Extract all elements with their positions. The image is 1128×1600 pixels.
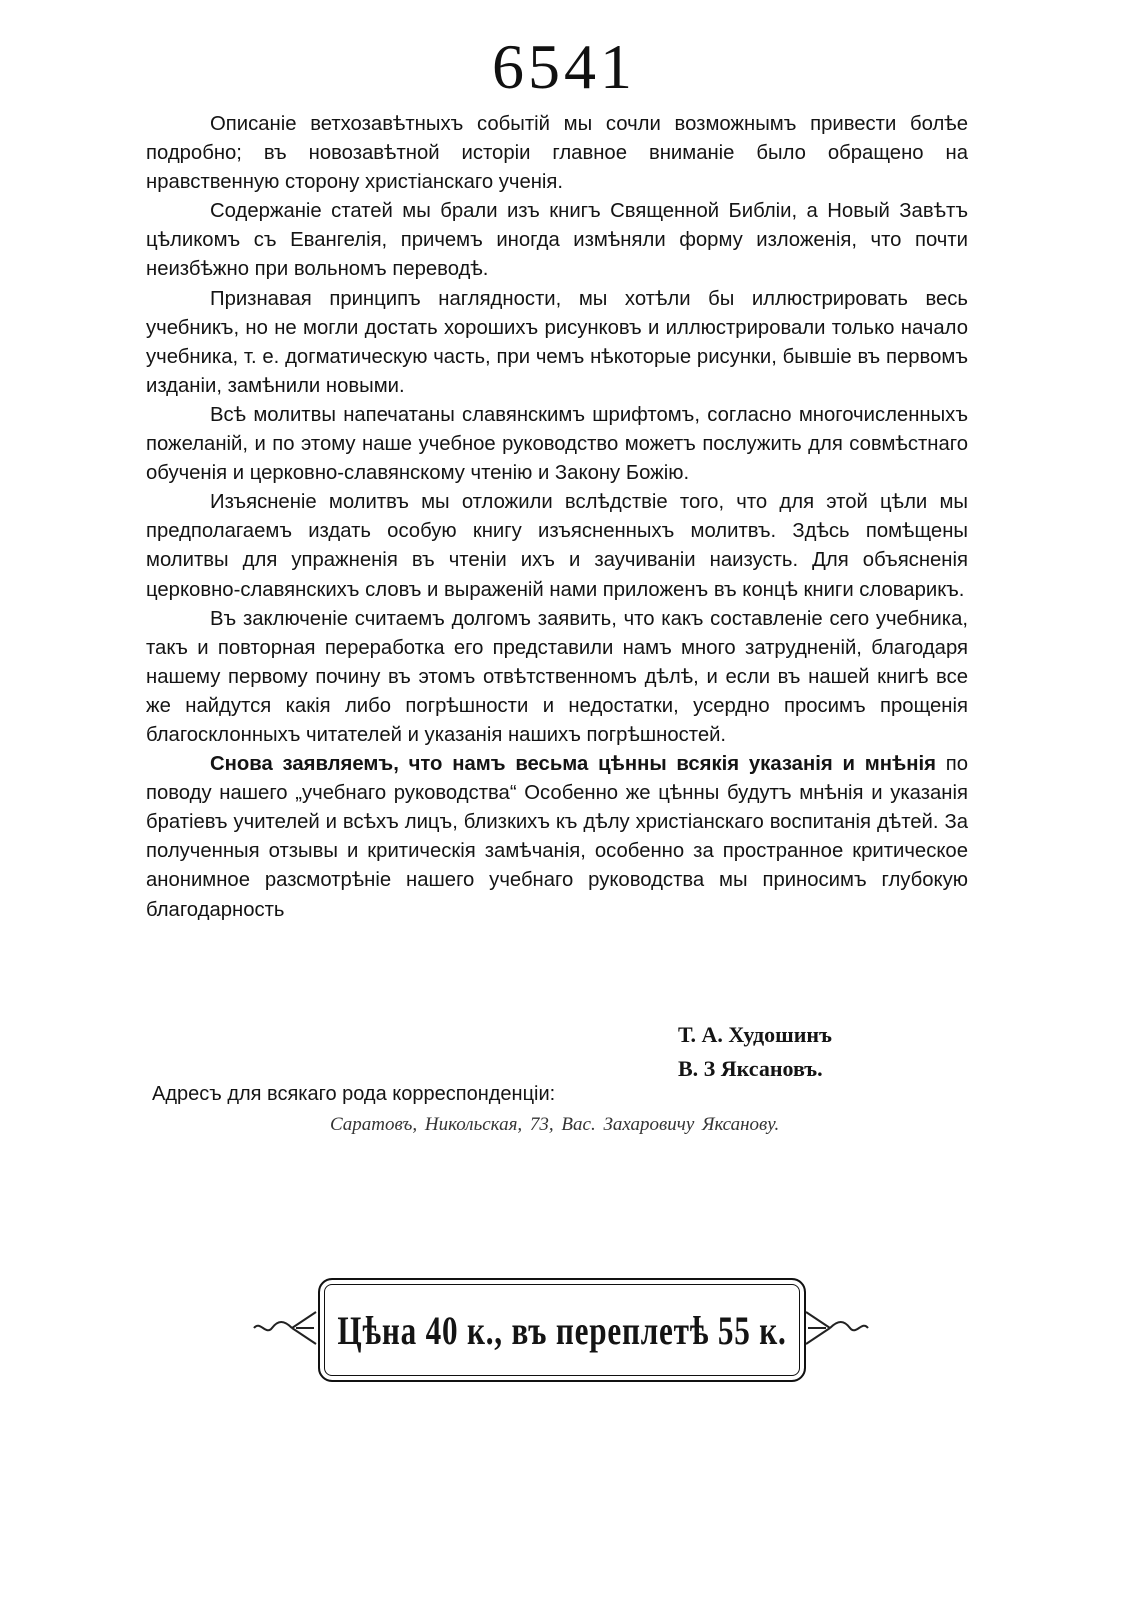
paragraph-3: Признавая принципъ наглядности, мы хотѣли бы иллюстрировать весь учебникъ, но не могли достать хорошихъ рисунковъ и иллюстрировали только начало учебника, т. е. догматическую часть, при чемъ нѣкоторые рисунки, бывшіе въ первомъ изданіи, замѣнили новыми. — [146, 287, 968, 397]
address-label: Адресъ для всякаго рода корреспонденціи: — [152, 1083, 556, 1105]
signature-author-2: В. З Яксановъ. — [678, 1056, 823, 1081]
left-flourish-icon — [252, 1306, 318, 1350]
preface-text — [146, 110, 968, 925]
paragraph-7 — [146, 750, 968, 925]
paragraph-1: Описаніе ветхозавѣтныхъ событій мы сочли возможнымъ привести болѣе подробно; въ новозавѣтной исторіи главное вниманіе было обращено на нравственную сторону христіанскаго ученія. — [146, 113, 968, 194]
price-label: Цѣна 40 к., въ переплетѣ 55 к. — [337, 1307, 787, 1353]
paragraph-2: Содержаніе статей мы брали изъ книгъ Священной Библіи, а Новый Завѣтъ цѣликомъ съ Евангелія, причемъ иногда измѣняли форму изложенія, что почти неизбѣжно при вольномъ переводѣ. — [146, 200, 968, 281]
signature-author-1: Т. А. Худошинъ — [678, 1022, 832, 1047]
paragraph-7-bold-lead: Снова заявляемъ, что намъ весьма цѣнны всякія указанія и мнѣнія — [210, 753, 936, 776]
paragraph-4: Всѣ молитвы напечатаны славянскимъ шрифтомъ, согласно многочисленныхъ пожеланій, и по этому наше учебное руководство можетъ послужить для совмѣстнаго обученія и церковно-славянскому чтенію и Закону Божію. — [146, 403, 968, 485]
signatures — [678, 1018, 938, 1086]
paragraph-5: Изъясненіе молитвъ мы отложили вслѣдствіе того, что для этой цѣли мы предполагаемъ издать особую книгу изъясненныхъ молитвъ. Здѣсь помѣщены молитвы для упражненія въ чтеніи ихъ и заучиваніи наизусть. Для объясненія церковно-славянскихъ словъ и выраженій нами приложенъ въ концѣ книги словарикъ. — [146, 491, 968, 601]
price-box — [318, 1278, 806, 1382]
address-value: Саратовъ, Никольская, 73, Вас. Захаровичу Яксанову. — [330, 1114, 780, 1135]
paragraph-7-rest: по поводу нашего „учебнаго руководства“ Особенно же цѣнны будутъ мнѣнія и указанія братіевъ учителей и всѣхъ лицъ, близкихъ къ дѣлу христіанскаго воспитанія дѣтей. За полученныя отзывы и критическія замѣчанія, особенно за пространное критическое анонимное разсмотрѣніе нашего учебнаго руководства мы приносимъ глубокую благодарность — [146, 753, 968, 921]
paragraph-6: Въ заключеніе считаемъ долгомъ заявить, что какъ составленіе сего учебника, такъ и повторная переработка его представили намъ много затрудненій, благодаря нашему первому почину въ этомъ отвѣтственномъ дѣлѣ, и если въ нашей книгѣ все же найдутся какія либо погрѣшности и недостатки, усердно просимъ прощенія благосклонныхъ читателей и указанія нашихъ погрѣшностей. — [146, 607, 968, 746]
right-flourish-icon — [804, 1306, 870, 1350]
page-number: 6541 — [492, 31, 636, 102]
